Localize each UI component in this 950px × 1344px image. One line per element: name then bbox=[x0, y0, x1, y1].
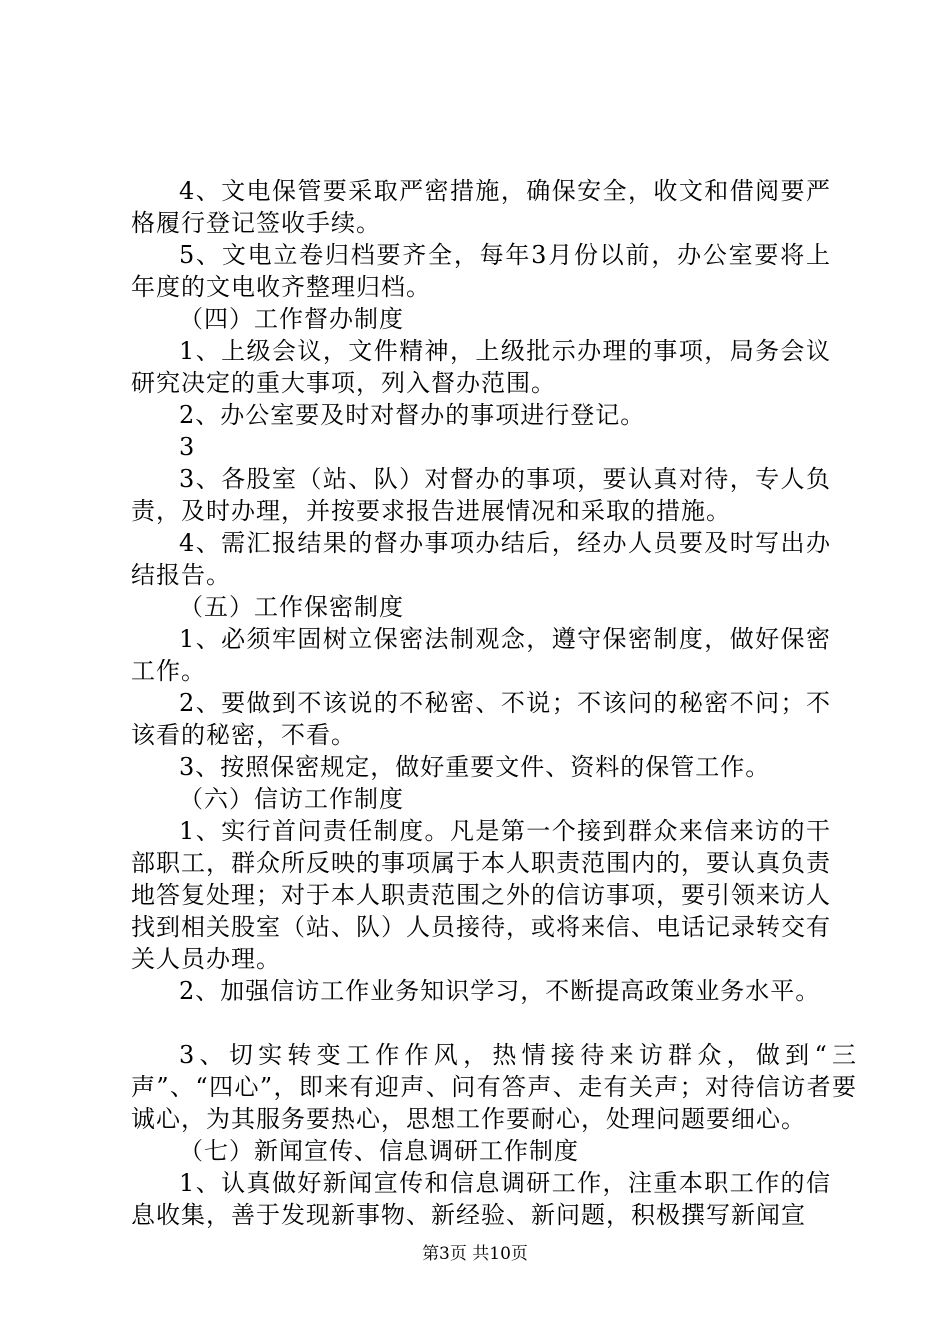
paragraph-supervision-2: 2、办公室要及时对督办的事项进行登记。 bbox=[179, 401, 646, 429]
paragraph-confidentiality-2: 2、要做到不该说的不秘密、不说；不该问的秘密不问；不该看的秘密，不看。 bbox=[131, 689, 831, 749]
section-heading-publicity: （七）新闻宣传、信息调研工作制度 bbox=[179, 1137, 579, 1165]
paragraph-item-5: 5、文电立卷归档要齐全，每年3月份以前，办公室要将上年度的文电收齐整理归档。 bbox=[131, 241, 831, 301]
paragraph-petition-3: 3、切实转变工作作风，热情接待来访群众，做到“三声”、“四心”，即来有迎声、问有答声、走有关声；对待信访者要诚心，为其服务要热心，思想工作要耐心，处理问题要细心。 bbox=[131, 1041, 857, 1133]
paragraph-supervision-1: 1、上级会议，文件精神，上级批示办理的事项，局务会议研究决定的重大事项，列入督办范围。 bbox=[131, 337, 831, 397]
section-heading-petition: （六）信访工作制度 bbox=[179, 785, 404, 813]
stray-number: 3 bbox=[179, 433, 196, 461]
paragraph-petition-2: 2、加强信访工作业务知识学习，不断提高政策业务水平。 bbox=[179, 977, 821, 1005]
paragraph-supervision-3: 3、各股室（站、队）对督办的事项，要认真对待，专人负责，及时办理，并按要求报告进展情况和采取的措施。 bbox=[131, 465, 831, 525]
paragraph-supervision-4: 4、需汇报结果的督办事项办结后，经办人员要及时写出办结报告。 bbox=[131, 529, 831, 589]
paragraph-publicity-1: 1、认真做好新闻宣传和信息调研工作，注重本职工作的信息收集，善于发现新事物、新经验、新问题，积极撰写新闻宣 bbox=[131, 1169, 831, 1229]
paragraph-item-4: 4、文电保管要采取严密措施，确保安全，收文和借阅要严格履行登记签收手续。 bbox=[131, 177, 831, 237]
page-footer: 第3页 共10页 bbox=[422, 1244, 528, 1264]
section-heading-supervision: （四）工作督办制度 bbox=[179, 305, 404, 333]
document-body bbox=[131, 175, 857, 1231]
paragraph-confidentiality-3: 3、按照保密规定，做好重要文件、资料的保管工作。 bbox=[179, 753, 771, 781]
paragraph-petition-1: 1、实行首问责任制度。凡是第一个接到群众来信来访的干部职工，群众所反映的事项属于本人职责范围内的，要认真负责地答复处理；对于本人职责范围之外的信访事项，要引领来访人找到相关股室（站、队）人员接待，或将来信、电话记录转交有关人员办理。 bbox=[131, 817, 831, 973]
paragraph-confidentiality-1: 1、必须牢固树立保密法制观念，遵守保密制度，做好保密工作。 bbox=[131, 625, 831, 685]
section-heading-confidentiality: （五）工作保密制度 bbox=[179, 593, 404, 621]
